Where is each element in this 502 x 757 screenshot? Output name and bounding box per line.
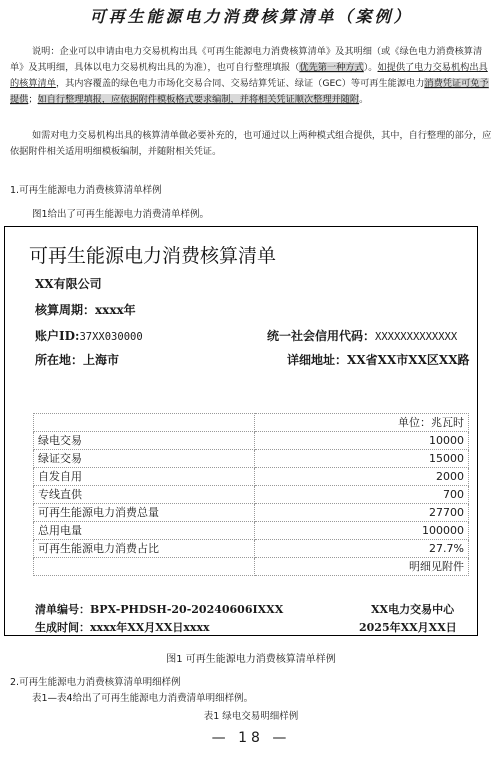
table-cell	[34, 414, 255, 432]
consumption-table	[33, 413, 469, 576]
credit-code-value: XXXXXXXXXXXXX	[375, 331, 458, 343]
row-label: 专线直供	[34, 486, 255, 504]
table-row	[34, 558, 469, 576]
table-row	[34, 522, 469, 540]
row-label: 自发自用	[34, 468, 255, 486]
row-value: 27.7%	[255, 540, 469, 558]
issue-date: 2025年XX月XX日	[359, 621, 457, 634]
attachment-note: 明细见附件	[255, 558, 469, 576]
intro-text: ；	[28, 94, 38, 105]
document-title: 可再生能源电力消费核算清单（案例）	[89, 7, 413, 26]
row-label: 可再生能源电力消费占比	[34, 540, 255, 558]
section-1-heading: 1.可再生能源电力消费核算清单样例	[10, 185, 162, 196]
issuer-name: XX电力交易中心	[371, 603, 455, 616]
row-label: 可再生能源电力消费总量	[34, 504, 255, 522]
table-cell	[34, 558, 255, 576]
table-1-caption: 表1 绿电交易明细样例	[203, 711, 299, 722]
time-field	[35, 619, 210, 635]
card-title: 可再生能源电力消费核算清单	[29, 245, 277, 267]
period-label: 核算周期：	[35, 303, 96, 317]
row-value: 100000	[255, 522, 469, 540]
row-value: 10000	[255, 432, 469, 450]
row-label: 绿证交易	[34, 450, 255, 468]
intro-highlight-exempt: 消费凭证可免予提供	[10, 78, 489, 105]
account-label: 账户ID:	[35, 329, 80, 343]
intro-highlight-priority: 优先第一种方式	[299, 62, 364, 73]
figure-caption: 图1 可再生能源电力消费核算清单样例	[166, 654, 336, 665]
credit-code-label: 统一社会信用代码：	[267, 329, 376, 343]
row-label: 总用电量	[34, 522, 255, 540]
period-field	[35, 301, 136, 318]
row-value: 700	[255, 486, 469, 504]
intro-text: ，其内容覆盖的绿色电力市场化交易合同、交易结算凭证、绿证（GEC）等可再生能源电力	[55, 78, 425, 89]
location-field	[35, 351, 119, 368]
table-row	[34, 432, 469, 450]
address-field	[287, 351, 470, 368]
account-field	[35, 327, 143, 344]
intro-paragraph-2: 如需对电力交易机构出具的核算清单做必要补充的，也可通过以上两种模式组合提供，其中，自行整理的部分，应依据附件相关适用明细模板编制，并随附相关凭证。	[10, 130, 492, 157]
address-label: 详细地址：	[287, 353, 348, 367]
row-label: 绿电交易	[34, 432, 255, 450]
time-value: xxxx年XX月XX日xxxx	[90, 621, 210, 634]
company-name: XX有限公司	[35, 277, 102, 291]
table-row	[34, 504, 469, 522]
table-row	[34, 540, 469, 558]
intro-text: 说明：企业可以申请由电力交易机构出具《可再生能源电力消费核算清单》及其明细（或《绿色电力消费核算清单》及其明细，具体以电力交易机构出具的为准），也可自行整理填报（	[10, 46, 483, 73]
location-value: 上海市	[83, 353, 120, 367]
section-2-description: 表1—表4给出了可再生能源电力消费清单明细样例。	[32, 693, 254, 704]
intro-text: 。	[359, 94, 369, 105]
intro-highlight-self-fill: 如自行整理填报，应依据附件模板格式要求编制，并将相关凭证顺次整理并随附	[37, 94, 360, 105]
unit-label: 单位：兆瓦时	[255, 414, 469, 432]
section-2-heading: 2.可再生能源电力消费核算清单明细样例	[10, 677, 181, 688]
intro-text: ）。	[363, 62, 378, 73]
intro-underline-clearing-list: 如提供了电力交易机构出具的核算清单	[10, 62, 488, 89]
table-row	[34, 414, 469, 432]
table-row	[34, 468, 469, 486]
serial-label: 清单编号：	[35, 603, 90, 616]
table-row	[34, 450, 469, 468]
credit-code-field	[267, 327, 457, 344]
serial-value: BPX-PHDSH-20-20240606IXXX	[90, 603, 284, 616]
page-number: — 18 —	[211, 730, 291, 746]
account-value: 37XX030000	[79, 331, 143, 343]
row-value: 15000	[255, 450, 469, 468]
row-value: 27700	[255, 504, 469, 522]
table-row	[34, 486, 469, 504]
section-1-description: 图1给出了可再生能源电力消费清单样例。	[32, 209, 210, 220]
row-value: 2000	[255, 468, 469, 486]
address-value: XX省XX市XX区XX路	[347, 353, 470, 367]
serial-field	[35, 601, 283, 617]
time-label: 生成时间：	[35, 621, 90, 634]
clearing-list-figure	[4, 226, 478, 636]
location-label: 所在地：	[35, 353, 84, 367]
period-value: xxxx年	[95, 303, 136, 317]
intro-paragraph-1	[10, 44, 492, 108]
